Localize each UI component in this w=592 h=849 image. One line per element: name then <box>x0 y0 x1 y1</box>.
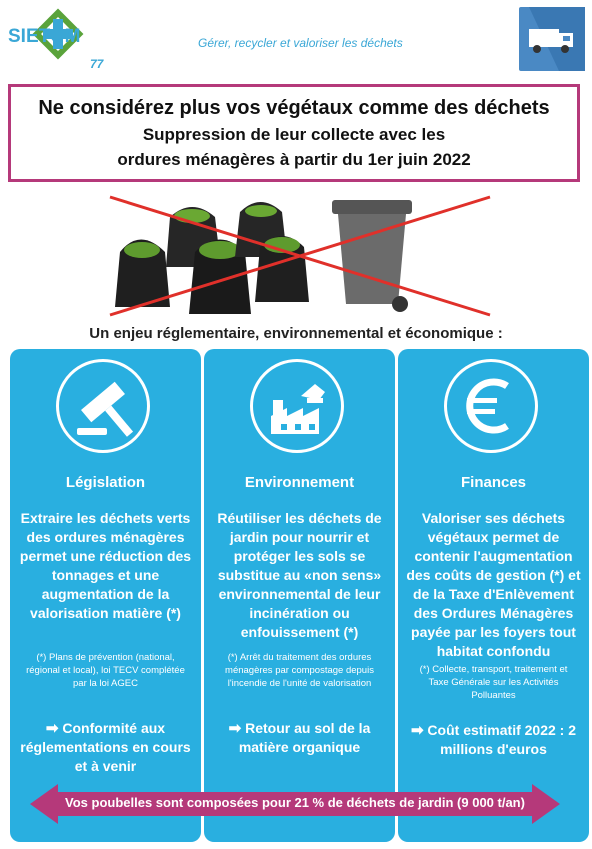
garbage-truck-icon <box>519 7 585 71</box>
column-result-text: Retour au sol de la matière organique <box>238 720 371 755</box>
column-environment <box>204 349 395 842</box>
column-note: (*) Collecte, transport, traitement et Taxe Générale sur les Activités Polluantes <box>419 664 568 701</box>
euro-icon <box>444 359 538 453</box>
arrow-right-icon: ➡ <box>45 720 59 737</box>
headline-line-2: Suppression de leur collecte avec les <box>142 125 446 144</box>
column-result-text: Conformité aux réglementations en cours et à venir <box>20 720 191 774</box>
arrow-right-icon: ➡ <box>228 720 242 737</box>
headline-title: Ne considérez plus vos végétaux comme des déchets <box>38 97 550 119</box>
headline-box <box>8 84 580 182</box>
column-result-text: Coût estimatif 2022 : 2 millions d'euros <box>427 722 577 757</box>
subtitle: Un enjeu réglementaire, environnemental et économique : <box>89 325 503 342</box>
column-title: Environnement <box>244 474 355 491</box>
tagline: Gérer, recycler et valoriser les déchets <box>198 36 403 50</box>
crossed-out-waste-illustration <box>100 192 500 320</box>
column-note: (*) Plans de prévention (national, régional et local), loi TECV complétée par la loi AGEC <box>26 652 185 689</box>
column-body: Extraire les déchets verts des ordures ménagères permet une réduction des tonnages et une augmentation de la valorisation matière (*) <box>19 510 192 621</box>
logo-text: SIETOM <box>8 26 81 47</box>
column-result <box>406 721 581 759</box>
gavel-icon <box>56 359 150 453</box>
banner-text: Vos poubelles sont composées pour 21 % de déchets de jardin (9 000 t/an) <box>65 795 525 810</box>
column-legislation <box>10 349 201 842</box>
column-result <box>212 719 387 757</box>
column-title: Législation <box>65 474 146 491</box>
garden-waste-bags-icon <box>115 202 309 314</box>
sietom-logo <box>6 6 116 74</box>
column-body: Valoriser ses déchets végétaux permet de contenir l'augmentation des coûts de gestion (*) et de la Taxe d'Enlèvement des Ordures Ménagères payée par les foyers tout habitat confondu <box>406 510 581 659</box>
column-note: (*) Arrêt du traitement des ordures ménagères par compostage depuis l'incendie de l'unité de valorisation <box>225 652 374 689</box>
wheelie-bin-icon <box>332 200 412 312</box>
factory-icon <box>250 359 344 453</box>
column-body: Réutiliser les déchets de jardin pour nourrir et protéger les sols se substitue au «non sens» environnemental de leur incinération ou enfouissement (*) <box>217 510 382 640</box>
logo-number: 77 <box>90 57 104 71</box>
headline-line-3: ordures ménagères à partir du 1er juin 2022 <box>117 150 471 169</box>
arrow-right-icon: ➡ <box>410 722 424 739</box>
column-result <box>18 719 193 776</box>
column-title: Finances <box>460 474 527 491</box>
column-finances <box>398 349 589 842</box>
